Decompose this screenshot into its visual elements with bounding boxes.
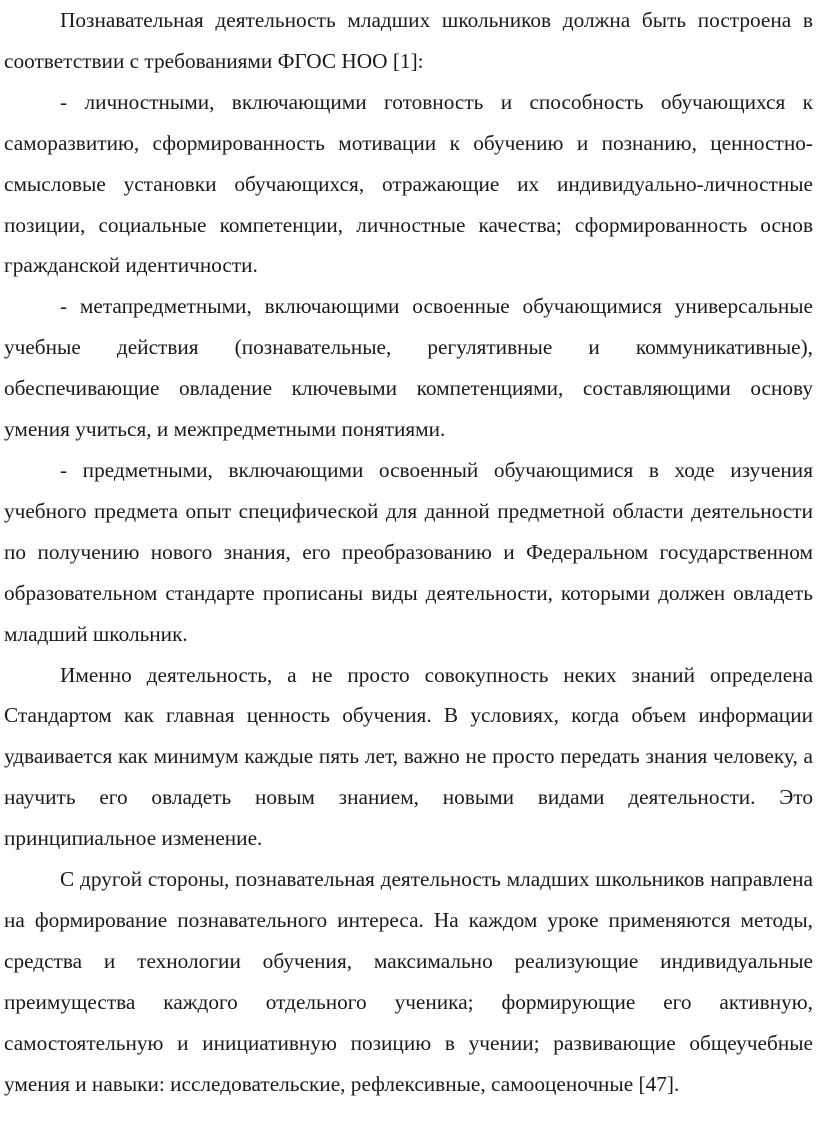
paragraph-subject-results: - предметными, включающими освоенный обучающимися в ходе изучения учебного предмета опыт специфической для данной предметной области деятельности по получению нового знания, его преобразованию и Федеральном государственном образовательном стандарте прописаны виды деятельности, которыми должен овладеть младший школьник. bbox=[4, 457, 813, 646]
paragraph-personal-results: - личностными, включающими готовность и способность обучающихся к саморазвитию, сформированность мотивации к обучению и познанию, ценностно-смысловые установки обучающихся, отражающие их индивидуально-личностные позиции, социальные компетенции, личностные качества; сформированность основ гражданской идентичности. bbox=[4, 89, 813, 278]
paragraph-activity-value: Именно деятельность, а не просто совокупность неких знаний определена Стандартом как главная ценность обучения. В условиях, когда объем информации удваивается как минимум каждые пять лет, важно не просто передать знания человеку, а научить его овладеть новым знанием, новыми видами деятельности. Это принципиальное изменение. bbox=[4, 662, 813, 851]
paragraph-metasubject-results: - метапредметными, включающими освоенные обучающимися универсальные учебные действия (познавательные, регулятивные и коммуникативные), обеспечивающие овладение ключевыми компетенциями, составляющими основу умения учиться, и межпредметными понятиями. bbox=[4, 294, 813, 442]
paragraph-cognitive-interest: С другой стороны, познавательная деятельность младших школьников направлена на формирование познавательного интереса. На каждом уроке применяются методы, средства и технологии обучения, максимально реализующие индивидуальные преимущества каждого отдельного ученика; формирующие его активную, самостоятельную и инициативную позицию в учении; развивающие общеучебные умения и навыки: исследовательские, рефлексивные, самооценочные [47]. bbox=[4, 867, 813, 1096]
paragraph-intro: Познавательная деятельность младших школьников должна быть построена в соответствии с требованиями ФГОС НОО [1]: bbox=[4, 8, 813, 73]
